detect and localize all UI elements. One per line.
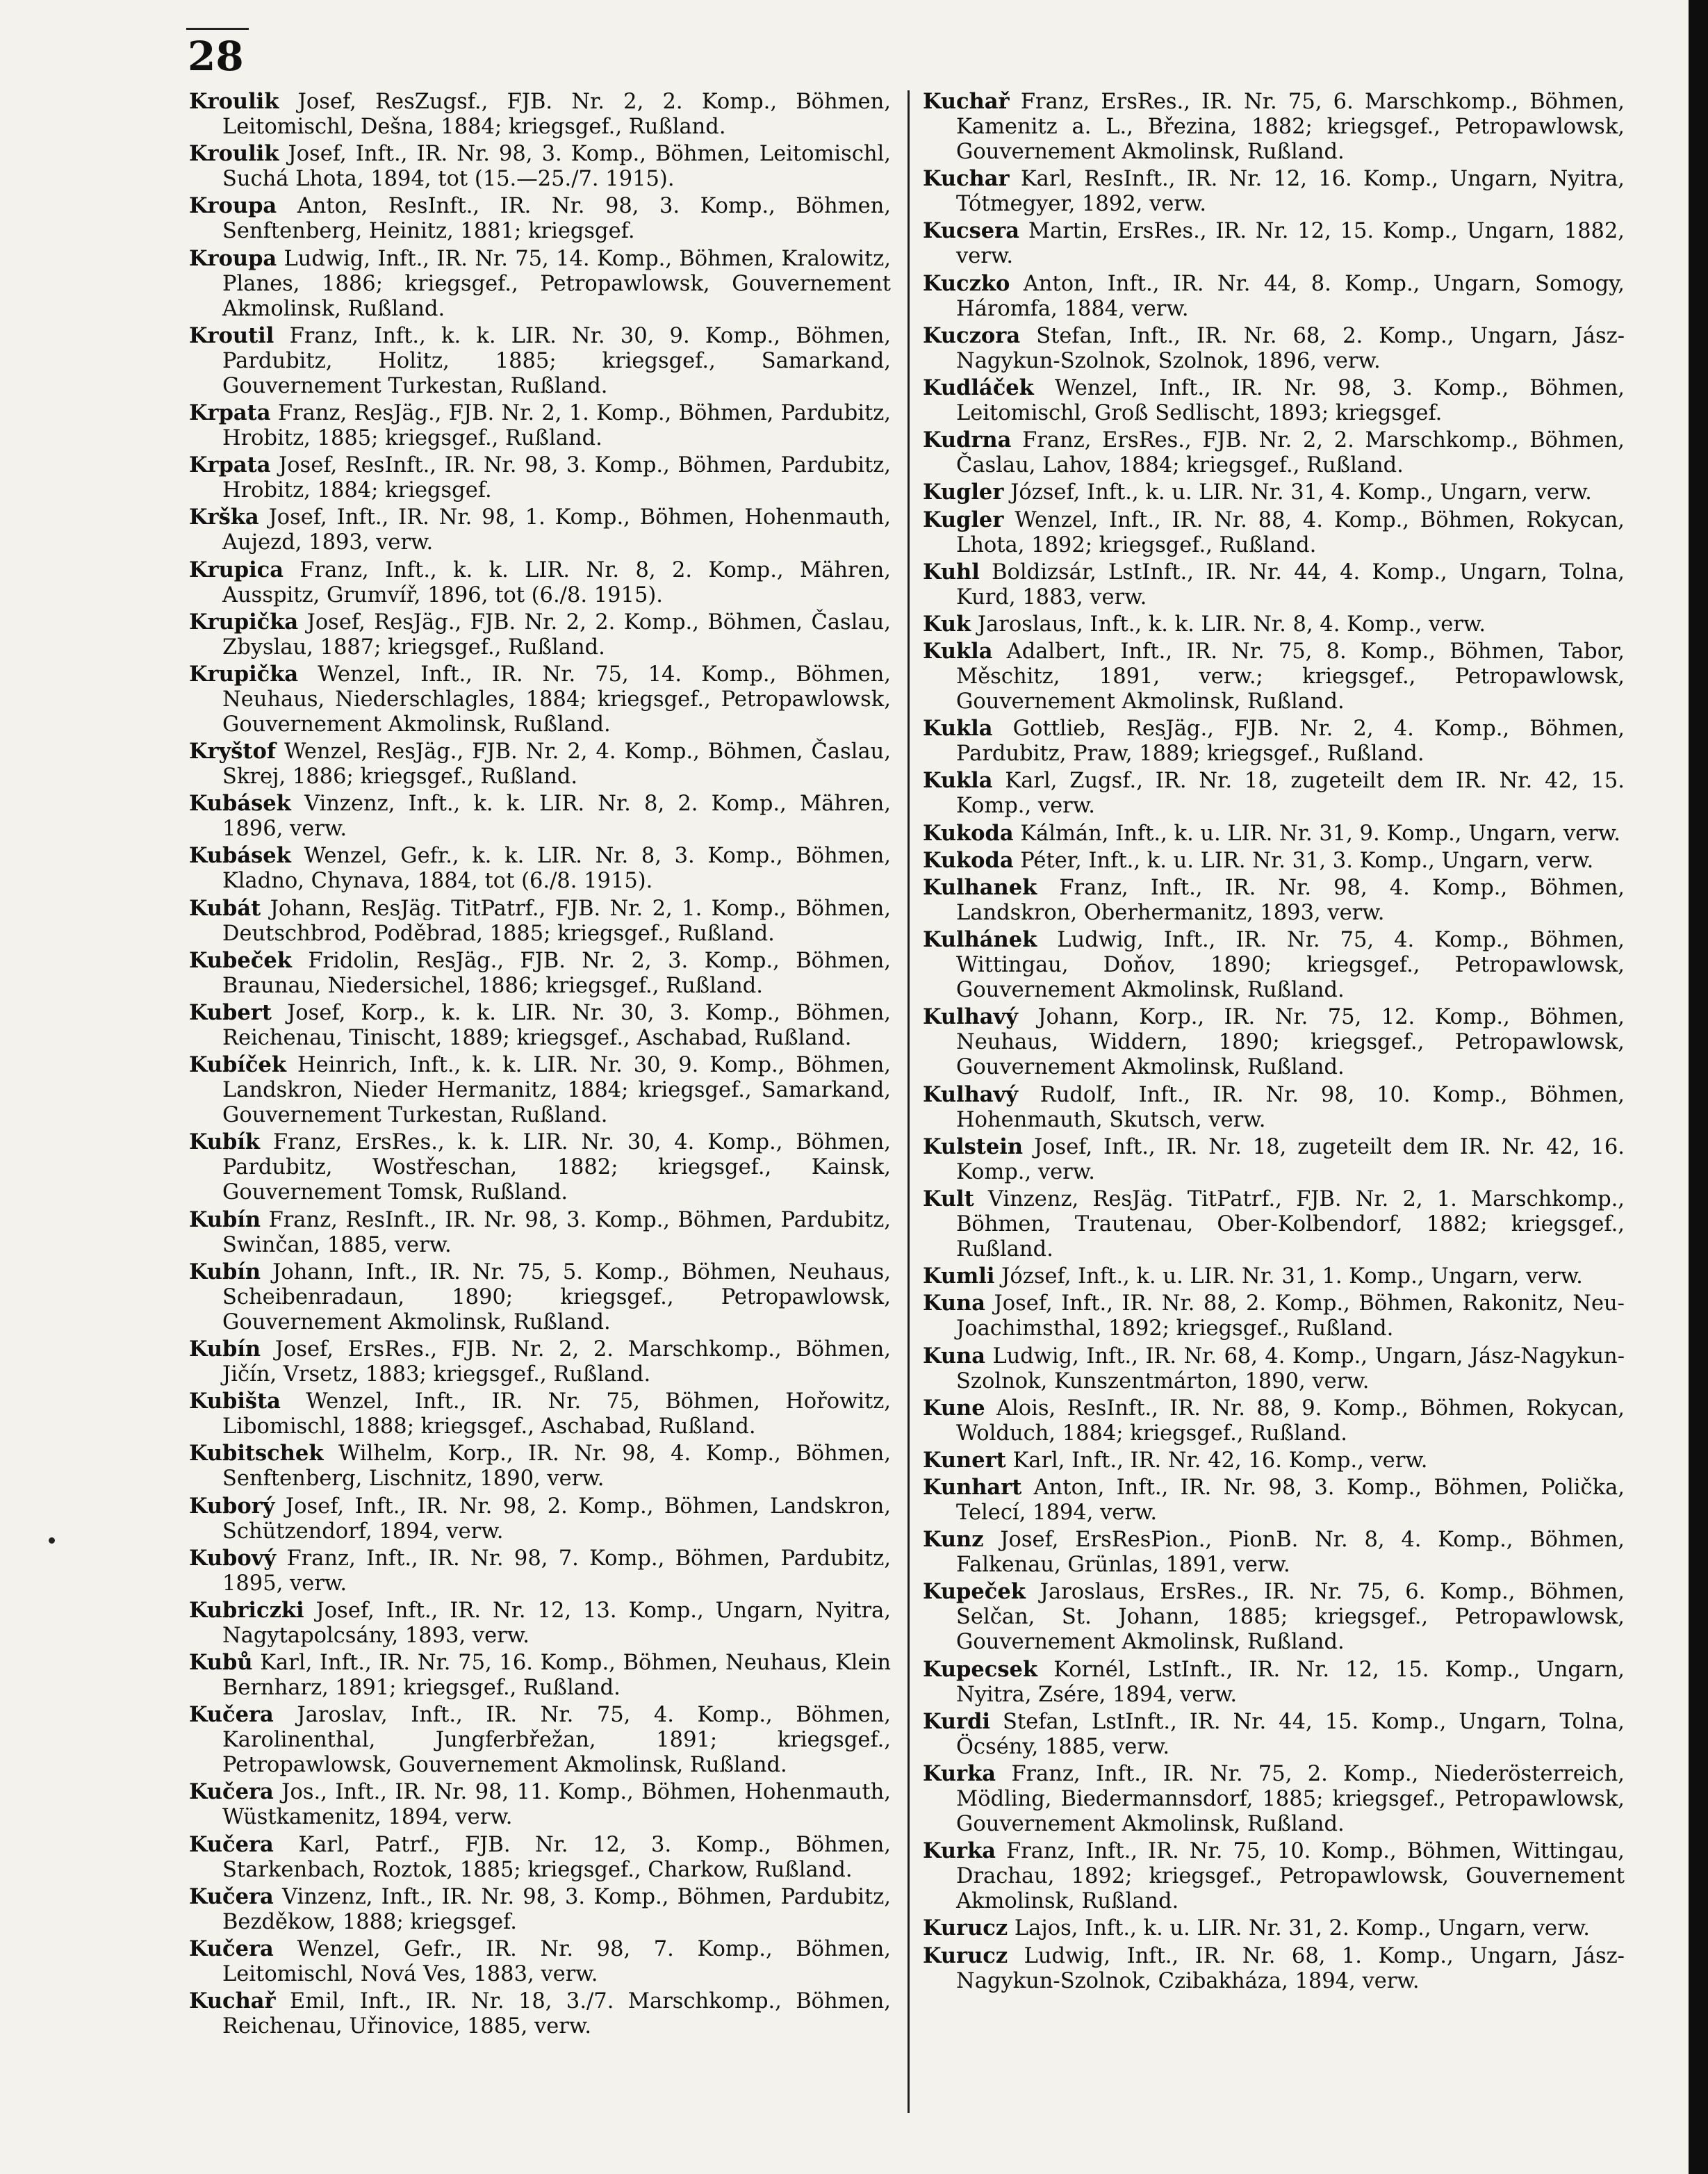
entry-surname: Krupička bbox=[189, 609, 299, 635]
entry-surname: Kuna bbox=[923, 1343, 985, 1368]
entry-details: Josef, ResInft., IR. Nr. 98, 3. Komp., Böhmen, Pardubitz, Hrobitz, 1884; kriegsgef. bbox=[222, 453, 891, 503]
entry-details: Gottlieb, ResJäg., FJB. Nr. 2, 4. Komp., Böhmen, Pardubitz, Praw, 1889; kriegsgef., Rußland. bbox=[956, 717, 1625, 767]
entry-surname: Kuczora bbox=[923, 322, 1021, 348]
list-entry bbox=[189, 1337, 891, 1387]
entry-details: Stefan, Inft., IR. Nr. 68, 2. Komp., Ungarn, Jász-Nagykun-Szolnok, Szolnok, 1896, verw. bbox=[956, 323, 1625, 373]
list-entry bbox=[923, 1448, 1625, 1473]
entry-details: József, Inft., k. u. LIR. Nr. 31, 1. Komp., Ungarn, verw. bbox=[1001, 1264, 1583, 1289]
left-column bbox=[189, 89, 891, 2041]
entry-details: Josef, Inft., IR. Nr. 98, 3. Komp., Böhmen, Leitomischl, Suchá Lhota, 1894, tot (15.—25./7. 1915). bbox=[222, 142, 891, 192]
entry-surname: Kurdi bbox=[923, 1708, 990, 1734]
entry-surname: Kroupa bbox=[189, 193, 277, 219]
print-speck bbox=[49, 1537, 55, 1544]
entry-details: Franz, ResJäg., FJB. Nr. 2, 1. Komp., Böhmen, Pardubitz, Hrobitz, 1885; kriegsgef., Rußland. bbox=[222, 400, 891, 450]
list-entry bbox=[189, 141, 891, 192]
list-entry bbox=[189, 1441, 891, 1491]
entry-surname: Kudláček bbox=[923, 375, 1034, 400]
column-divider bbox=[908, 90, 910, 2113]
list-entry bbox=[189, 948, 891, 999]
entry-details: Franz, Inft., IR. Nr. 98, 4. Komp., Böhmen, Landskron, Oberhermanitz, 1893, verw. bbox=[956, 876, 1625, 925]
list-entry bbox=[189, 1259, 891, 1335]
entry-details: Franz, Inft., k. k. LIR. Nr. 8, 2. Komp., Mähren, Ausspitz, Grumvíř, 1896, tot (6./8. 1915). bbox=[222, 557, 891, 607]
entry-details: Boldizsár, LstInft., IR. Nr. 44, 4. Komp., Ungarn, Tolna, Kurd, 1883, verw. bbox=[956, 559, 1625, 610]
list-entry bbox=[923, 89, 1625, 165]
entry-surname: Kubát bbox=[189, 895, 261, 921]
list-entry bbox=[189, 1650, 891, 1701]
entry-surname: Kroulik bbox=[189, 141, 279, 167]
entry-details: Jaroslaus, Inft., k. k. LIR. Nr. 8, 4. Komp., verw. bbox=[977, 612, 1486, 637]
entry-details: József, Inft., k. u. LIR. Nr. 31, 4. Komp., Ungarn, verw. bbox=[1010, 480, 1592, 505]
entry-details: Wenzel, Inft., IR. Nr. 75, 14. Komp., Böhmen, Neuhaus, Niederschlagles, 1884; kriegsgef., Petropawlowsk, Gouvernement Akmolinsk, Rußland. bbox=[222, 662, 891, 737]
list-entry bbox=[923, 559, 1625, 610]
entry-surname: Kukoda bbox=[923, 847, 1014, 873]
list-entry bbox=[189, 452, 891, 503]
list-entry bbox=[923, 1186, 1625, 1262]
entry-surname: Kubový bbox=[189, 1545, 277, 1571]
entry-surname: Kubásek bbox=[189, 843, 291, 869]
list-entry bbox=[923, 323, 1625, 374]
list-entry bbox=[923, 1082, 1625, 1133]
entry-details: Josef, ResZugsf., FJB. Nr. 2, 2. Komp., Böhmen, Leitomischl, Dešna, 1884; kriegsgef., Rußland. bbox=[222, 90, 891, 139]
list-entry bbox=[189, 1494, 891, 1544]
entry-details: Stefan, LstInft., IR. Nr. 44, 15. Komp., Ungarn, Tolna, Öcsény, 1885, verw. bbox=[956, 1709, 1625, 1759]
entry-details: Johann, ResJäg. TitPatrf., FJB. Nr. 2, 1. Komp., Böhmen, Deutschbrod, Poděbrad, 1885; kriegsgef., Rußland. bbox=[222, 896, 891, 946]
list-entry bbox=[923, 1709, 1625, 1760]
entry-surname: Kurka bbox=[923, 1761, 996, 1786]
entry-surname: Kugler bbox=[923, 480, 1004, 505]
entry-surname: Kučera bbox=[189, 1936, 274, 1961]
list-entry bbox=[923, 927, 1625, 1003]
entry-surname: Krška bbox=[189, 505, 259, 530]
entry-surname: Kubert bbox=[189, 1000, 272, 1025]
list-entry bbox=[189, 1988, 891, 2039]
list-entry bbox=[923, 1396, 1625, 1446]
entry-surname: Krpata bbox=[189, 400, 271, 425]
entry-surname: Kubín bbox=[189, 1207, 261, 1232]
entry-details: Josef, Korp., k. k. LIR. Nr. 30, 3. Komp., Böhmen, Reichenau, Tinischt, 1889; kriegsgef., Aschabad, Rußland. bbox=[222, 1001, 891, 1050]
page-number: 28 bbox=[188, 33, 244, 80]
entry-details: Wenzel, Gefr., k. k. LIR. Nr. 8, 3. Komp., Böhmen, Kladno, Chynava, 1884, tot (6./8. 1915). bbox=[222, 844, 891, 894]
list-entry bbox=[923, 612, 1625, 637]
entry-details: Jaroslav, Inft., IR. Nr. 75, 4. Komp., Böhmen, Karolinenthal, Jungferbřežan, 1891; kriegsgef., Petropawlowsk, Gouvernement Akmolinsk, Rußland. bbox=[222, 1703, 891, 1778]
entry-details: Adalbert, Inft., IR. Nr. 75, 8. Komp., Böhmen, Tabor, Měschitz, 1891, verw.; kriegsgef., Petropawlowsk, Gouvernement Akmolinsk, Rußland. bbox=[956, 639, 1625, 714]
list-entry bbox=[189, 89, 891, 140]
list-entry bbox=[189, 400, 891, 451]
entry-surname: Kuk bbox=[923, 611, 971, 637]
entry-surname: Kulhanek bbox=[923, 875, 1037, 900]
entry-details: Emil, Inft., IR. Nr. 18, 3./7. Marschkomp., Böhmen, Reichenau, Uřinovice, 1885, verw. bbox=[222, 1989, 891, 2039]
entry-details: Anton, ResInft., IR. Nr. 98, 3. Komp., Böhmen, Senftenberg, Heinitz, 1881; kriegsgef. bbox=[222, 194, 891, 244]
entry-surname: Kučera bbox=[189, 1883, 274, 1909]
entry-details: Franz, Inft., IR. Nr. 75, 10. Komp., Böhmen, Wittingau, Drachau, 1892; kriegsgef., Petropawlowsk, Gouvernement Akmolinsk, Rußland. bbox=[956, 1839, 1625, 1914]
entry-details: Franz, ErsRes., FJB. Nr. 2, 2. Marschkomp., Böhmen, Časlau, Lahov, 1884; kriegsgef., Rußland. bbox=[956, 428, 1625, 478]
list-entry bbox=[189, 662, 891, 737]
list-entry bbox=[923, 1264, 1625, 1289]
entry-surname: Kryštof bbox=[189, 739, 277, 765]
entry-details: Wenzel, Inft., IR. Nr. 75, Böhmen, Hořowitz, Libomischl, 1888; kriegsgef., Aschabad, Rußland. bbox=[222, 1389, 891, 1439]
list-entry bbox=[189, 505, 891, 555]
entry-details: Franz, ErsRes., k. k. LIR. Nr. 30, 4. Komp., Böhmen, Pardubitz, Wostřeschan, 1882; kriegsgef., Kainsk, Gouvernement Tomsk, Rußland. bbox=[222, 1130, 891, 1205]
entry-surname: Kucsera bbox=[923, 218, 1019, 244]
entry-surname: Kulstein bbox=[923, 1134, 1024, 1159]
entry-surname: Krupica bbox=[189, 557, 284, 582]
list-entry bbox=[189, 791, 891, 842]
list-entry bbox=[189, 1546, 891, 1596]
entry-surname: Kulhavý bbox=[923, 1004, 1018, 1030]
entry-surname: Kubišta bbox=[189, 1389, 281, 1414]
list-entry bbox=[923, 639, 1625, 714]
list-entry bbox=[189, 1832, 891, 1883]
entry-surname: Kukoda bbox=[923, 820, 1014, 846]
list-entry bbox=[923, 1915, 1625, 1941]
entry-surname: Kubík bbox=[189, 1129, 261, 1155]
entry-details: Franz, Inft., IR. Nr. 75, 2. Komp., Niederösterreich, Mödling, Biedermannsdorf, 1885; kriegsgef., Petropawlowsk, Gouvernement Akmolinsk, Rußland. bbox=[956, 1762, 1625, 1836]
entry-details: Rudolf, Inft., IR. Nr. 98, 10. Komp., Böhmen, Hohenmauth, Skutsch, verw. bbox=[956, 1082, 1625, 1132]
entry-details: Franz, Inft., IR. Nr. 98, 7. Komp., Böhmen, Pardubitz, 1895, verw. bbox=[222, 1546, 891, 1596]
entry-surname: Kubásek bbox=[189, 791, 291, 817]
entry-surname: Kučera bbox=[189, 1831, 274, 1857]
scan-edge bbox=[1689, 0, 1708, 2174]
entry-surname: Krupička bbox=[189, 661, 299, 687]
entry-details: Kálmán, Inft., k. u. LIR. Nr. 31, 9. Komp., Ungarn, verw. bbox=[1020, 821, 1620, 846]
entry-details: Ludwig, Inft., IR. Nr. 75, 4. Komp., Böhmen, Wittingau, Doňov, 1890; kriegsgef., Petropawlowsk, Gouvernement Akmolinsk, Rußland. bbox=[956, 928, 1625, 1003]
entry-details: Ludwig, Inft., IR. Nr. 75, 14. Komp., Böhmen, Kralowitz, Planes, 1886; kriegsgef., Petropawlowsk, Gouvernement Akmolinsk, Rußland. bbox=[222, 246, 891, 321]
list-entry bbox=[923, 1527, 1625, 1578]
list-entry bbox=[189, 739, 891, 790]
entry-surname: Kuna bbox=[923, 1291, 985, 1316]
list-entry bbox=[923, 1838, 1625, 1914]
entry-details: Josef, Inft., IR. Nr. 18, zugeteilt dem IR. Nr. 42, 16. Komp., verw. bbox=[956, 1134, 1625, 1184]
entry-details: Wilhelm, Korp., IR. Nr. 98, 4. Komp., Böhmen, Senftenberg, Lischnitz, 1890, verw. bbox=[222, 1441, 891, 1491]
list-entry bbox=[189, 323, 891, 399]
entry-surname: Kroutil bbox=[189, 322, 274, 348]
list-entry bbox=[923, 821, 1625, 847]
entry-surname: Kugler bbox=[923, 507, 1004, 532]
entry-details: Anton, Inft., IR. Nr. 98, 3. Komp., Böhmen, Polička, Telecí, 1894, verw. bbox=[956, 1476, 1625, 1526]
entry-surname: Kurka bbox=[923, 1838, 996, 1864]
entry-surname: Krpata bbox=[189, 452, 271, 478]
list-entry bbox=[189, 557, 891, 608]
entry-details: Karl, ResInft., IR. Nr. 12, 16. Komp., Ungarn, Nyitra, Tótmegyer, 1892, verw. bbox=[956, 167, 1625, 217]
list-entry bbox=[189, 896, 891, 947]
list-entry bbox=[189, 1000, 891, 1051]
entry-surname: Kroupa bbox=[189, 245, 277, 271]
entry-details: Franz, ErsRes., IR. Nr. 75, 6. Marschkomp., Böhmen, Kamenitz a. L., Březina, 1882; kriegsgef., Petropawlowsk, Gouvernement Akmolinsk, Rußland. bbox=[956, 90, 1625, 164]
entry-details: Lajos, Inft., k. u. LIR. Nr. 31, 2. Komp., Ungarn, verw. bbox=[1014, 1916, 1590, 1941]
entry-details: Fridolin, ResJäg., FJB. Nr. 2, 3. Komp., Böhmen, Braunau, Niedersichel, 1886; kriegsgef., Rußland. bbox=[222, 948, 891, 998]
right-column bbox=[923, 89, 1625, 1995]
entry-surname: Kulhavý bbox=[923, 1081, 1018, 1107]
list-entry bbox=[923, 507, 1625, 558]
entry-details: Vinzenz, Inft., IR. Nr. 98, 3. Komp., Böhmen, Pardubitz, Bezděkow, 1888; kriegsgef. bbox=[222, 1884, 891, 1934]
entry-surname: Kupecsek bbox=[923, 1656, 1038, 1682]
entry-surname: Kurucz bbox=[923, 1915, 1008, 1941]
entry-details: Karl, Inft., IR. Nr. 75, 16. Komp., Böhmen, Neuhaus, Klein Bernharz, 1891; kriegsgef., Rußland. bbox=[222, 1651, 891, 1701]
entry-surname: Kune bbox=[923, 1395, 985, 1421]
list-entry bbox=[923, 848, 1625, 874]
entry-details: Karl, Inft., IR. Nr. 42, 16. Komp., verw. bbox=[1012, 1448, 1428, 1473]
entry-surname: Kuborý bbox=[189, 1493, 275, 1519]
entry-details: Wenzel, Inft., IR. Nr. 88, 4. Komp., Böhmen, Rokycan, Lhota, 1892; kriegsgef., Rußland. bbox=[956, 507, 1625, 557]
entry-surname: Kulhánek bbox=[923, 927, 1037, 953]
list-entry bbox=[923, 166, 1625, 217]
entry-surname: Kubín bbox=[189, 1259, 261, 1284]
entry-details: Josef, ErsResPion., PionB. Nr. 8, 4. Komp., Böhmen, Falkenau, Grünlas, 1891, verw. bbox=[956, 1528, 1625, 1578]
entry-surname: Kubriczki bbox=[189, 1597, 304, 1623]
list-entry bbox=[923, 1943, 1625, 1994]
entry-details: Josef, ResJäg., FJB. Nr. 2, 2. Komp., Böhmen, Časlau, Zbyslau, 1887; kriegsgef., Rußland. bbox=[222, 610, 891, 660]
entry-details: Wenzel, Gefr., IR. Nr. 98, 7. Komp., Böhmen, Leitomischl, Nová Ves, 1883, verw. bbox=[222, 1937, 891, 1986]
list-entry bbox=[189, 1702, 891, 1778]
entry-details: Karl, Zugsf., IR. Nr. 18, zugeteilt dem IR. Nr. 42, 15. Komp., verw. bbox=[956, 769, 1625, 819]
entry-surname: Kuchař bbox=[189, 1988, 276, 2014]
entry-details: Vinzenz, Inft., k. k. LIR. Nr. 8, 2. Komp., Mähren, 1896, verw. bbox=[222, 792, 891, 842]
list-entry bbox=[189, 610, 891, 660]
list-entry bbox=[189, 1884, 891, 1935]
list-entry bbox=[189, 193, 891, 244]
list-entry bbox=[189, 246, 891, 322]
entry-details: Jaroslaus, ErsRes., IR. Nr. 75, 6. Komp., Böhmen, Selčan, St. Johann, 1885; kriegsgef., Petropawlowsk, Gouvernement Akmolinsk, Rußland. bbox=[956, 1580, 1625, 1655]
list-entry bbox=[923, 875, 1625, 926]
entry-details: Wenzel, ResJäg., FJB. Nr. 2, 4. Komp., Böhmen, Časlau, Skrej, 1886; kriegsgef., Rußland. bbox=[222, 739, 892, 790]
entry-details: Josef, Inft., IR. Nr. 88, 2. Komp., Böhmen, Rakonitz, Neu-Joachimsthal, 1892; kriegsgef., Rußland. bbox=[956, 1291, 1625, 1341]
entry-details: Wenzel, Inft., IR. Nr. 98, 3. Komp., Böhmen, Leitomischl, Groß Sedlischt, 1893; kriegsgef. bbox=[956, 375, 1625, 425]
list-entry bbox=[189, 1598, 891, 1649]
list-entry bbox=[923, 218, 1625, 269]
entry-details: Ludwig, Inft., IR. Nr. 68, 1. Komp., Ungarn, Jász-Nagykun-Szolnok, Czibakháza, 1894, verw. bbox=[956, 1943, 1625, 1993]
list-entry bbox=[923, 716, 1625, 767]
list-entry bbox=[923, 768, 1625, 819]
entry-surname: Kubíček bbox=[189, 1052, 287, 1078]
entry-surname: Kubitschek bbox=[189, 1441, 324, 1466]
list-entry bbox=[923, 1343, 1625, 1394]
entry-details: Josef, ErsRes., FJB. Nr. 2, 2. Marschkomp., Böhmen, Jičín, Vrsetz, 1883; kriegsgef., Rußland. bbox=[222, 1337, 891, 1387]
list-entry bbox=[189, 1936, 891, 1987]
entry-details: Karl, Patrf., FJB. Nr. 12, 3. Komp., Böhmen, Starkenbach, Roztok, 1885; kriegsgef., Charkow, Rußland. bbox=[222, 1832, 891, 1882]
list-entry bbox=[923, 1657, 1625, 1708]
entry-surname: Kubeček bbox=[189, 947, 292, 973]
entry-surname: Kuhl bbox=[923, 559, 980, 585]
entry-details: Franz, ResInft., IR. Nr. 98, 3. Komp., Böhmen, Pardubitz, Swinčan, 1885, verw. bbox=[222, 1207, 891, 1257]
list-entry bbox=[189, 843, 891, 894]
top-rule bbox=[186, 28, 249, 30]
entry-surname: Kukla bbox=[923, 716, 993, 742]
entry-surname: Kudrna bbox=[923, 427, 1012, 453]
entry-surname: Kučera bbox=[189, 1702, 274, 1728]
entry-surname: Kubín bbox=[189, 1336, 261, 1362]
entry-details: Vinzenz, ResJäg. TitPatrf., FJB. Nr. 2, 1. Marschkomp., Böhmen, Trautenau, Ober-Kolbendorf, 1882; kriegsgef., Rußland. bbox=[956, 1186, 1625, 1261]
entry-details: Josef, Inft., IR. Nr. 98, 1. Komp., Böhmen, Hohenmauth, Aujezd, 1893, verw. bbox=[222, 505, 891, 555]
list-entry bbox=[189, 1052, 891, 1128]
entry-surname: Kuchař bbox=[923, 89, 1010, 114]
list-entry bbox=[923, 1134, 1625, 1185]
list-entry bbox=[923, 1291, 1625, 1341]
entry-surname: Kučera bbox=[189, 1779, 274, 1805]
list-entry bbox=[923, 1761, 1625, 1837]
entry-surname: Kukla bbox=[923, 768, 993, 794]
entry-surname: Kukla bbox=[923, 639, 993, 664]
entry-details: Alois, ResInft., IR. Nr. 88, 9. Komp., Böhmen, Rokycan, Wolduch, 1884; kriegsgef., Rußland. bbox=[956, 1396, 1625, 1446]
entry-details: Kornél, LstInft., IR. Nr. 12, 15. Komp., Ungarn, Nyitra, Zsére, 1894, verw. bbox=[956, 1657, 1625, 1707]
list-entry bbox=[189, 1207, 891, 1258]
entry-surname: Kunert bbox=[923, 1447, 1006, 1473]
entry-details: Heinrich, Inft., k. k. LIR. Nr. 30, 9. Komp., Böhmen, Landskron, Nieder Hermanitz, 1884; kriegsgef., Samarkand, Gouvernement Turkestan, Rußland. bbox=[222, 1053, 892, 1128]
entry-surname: Kuczko bbox=[923, 270, 1010, 296]
list-entry bbox=[923, 427, 1625, 478]
entry-details: Martin, ErsRes., IR. Nr. 12, 15. Komp., Ungarn, 1882, verw. bbox=[956, 219, 1625, 269]
entry-surname: Kupeček bbox=[923, 1579, 1026, 1605]
list-entry bbox=[189, 1129, 891, 1205]
entry-surname: Kurucz bbox=[923, 1943, 1008, 1968]
list-entry bbox=[923, 480, 1625, 505]
entry-details: Jos., Inft., IR. Nr. 98, 11. Komp., Böhmen, Hohenmauth, Wüstkamenitz, 1894, verw. bbox=[222, 1780, 891, 1830]
list-entry bbox=[923, 1004, 1625, 1080]
list-entry bbox=[923, 271, 1625, 322]
entry-details: Ludwig, Inft., IR. Nr. 68, 4. Komp., Ungarn, Jász-Nagykun-Szolnok, Kunszentmárton, 1890, verw. bbox=[956, 1343, 1625, 1394]
entry-details: Josef, Inft., IR. Nr. 98, 2. Komp., Böhmen, Landskron, Schützendorf, 1894, verw. bbox=[222, 1494, 891, 1544]
entry-surname: Kult bbox=[923, 1186, 974, 1211]
entry-details: Péter, Inft., k. u. LIR. Nr. 31, 3. Komp., Ungarn, verw. bbox=[1020, 848, 1594, 873]
entry-details: Josef, Inft., IR. Nr. 12, 13. Komp., Ungarn, Nyitra, Nagytapolcsány, 1893, verw. bbox=[222, 1598, 891, 1648]
list-entry bbox=[923, 1579, 1625, 1655]
entry-details: Johann, Korp., IR. Nr. 75, 12. Komp., Böhmen, Neuhaus, Widdern, 1890; kriegsgef., Petropawlowsk, Gouvernement Akmolinsk, Rußland. bbox=[956, 1005, 1625, 1080]
entry-details: Anton, Inft., IR. Nr. 44, 8. Komp., Ungarn, Somogy, Háromfa, 1884, verw. bbox=[956, 271, 1625, 321]
entry-details: Johann, Inft., IR. Nr. 75, 5. Komp., Böhmen, Neuhaus, Scheibenradaun, 1890; kriegsgef., Petropawlowsk, Gouvernement Akmolinsk, Rußland. bbox=[222, 1259, 891, 1334]
list-entry bbox=[923, 1475, 1625, 1526]
list-entry bbox=[189, 1389, 891, 1439]
entry-surname: Kuchar bbox=[923, 166, 1010, 192]
entry-surname: Kroulik bbox=[189, 89, 279, 114]
entry-surname: Kunhart bbox=[923, 1475, 1022, 1501]
list-entry bbox=[189, 1779, 891, 1830]
entry-details: Franz, Inft., k. k. LIR. Nr. 30, 9. Komp., Böhmen, Pardubitz, Holitz, 1885; kriegsgef., Samarkand, Gouvernement Turkestan, Rußland. bbox=[222, 323, 891, 398]
entry-surname: Kunz bbox=[923, 1527, 984, 1553]
entry-surname: Kumli bbox=[923, 1264, 995, 1289]
entry-surname: Kubů bbox=[189, 1650, 253, 1676]
list-entry bbox=[923, 375, 1625, 426]
